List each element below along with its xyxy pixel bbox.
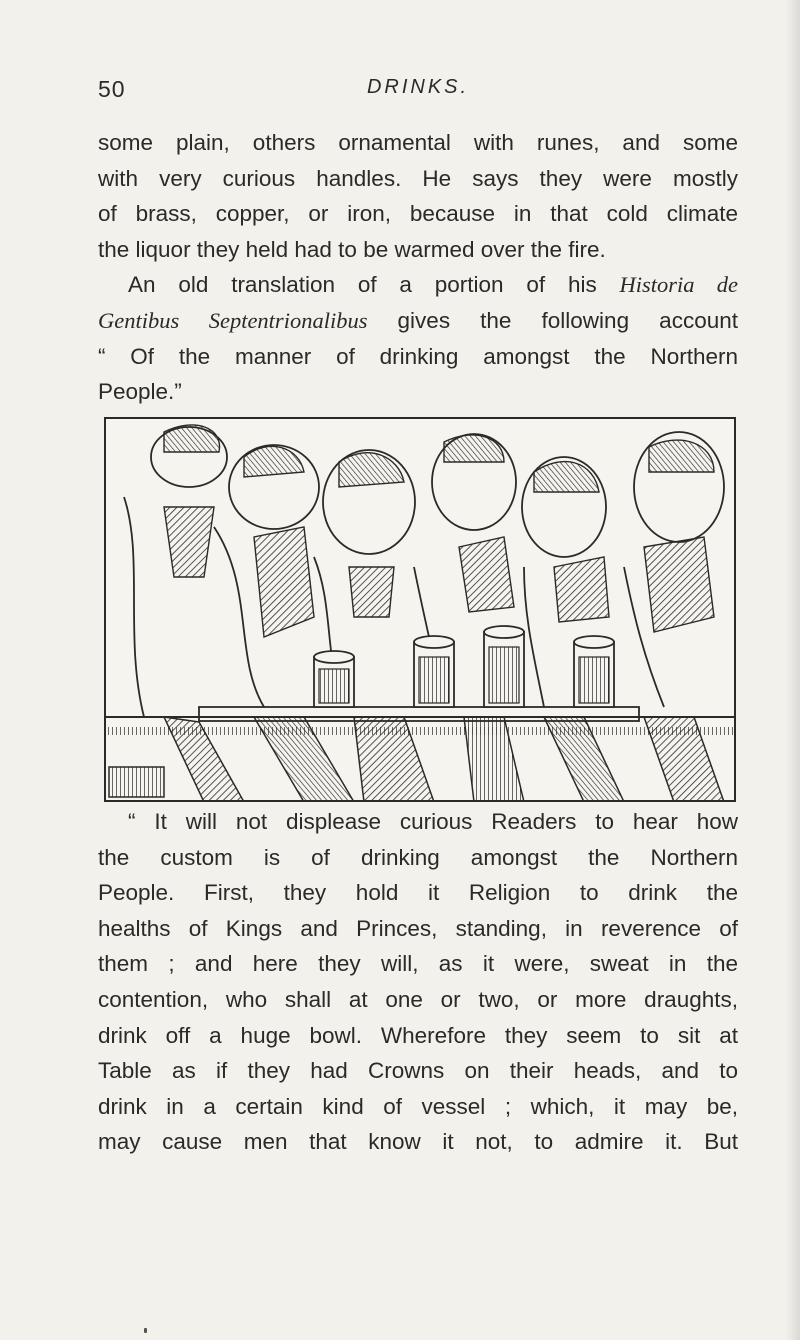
- italic-title: Gentibus Septentrionalibus: [98, 307, 368, 333]
- text-line: some plain, others ornamental with runes, and some: [98, 130, 738, 155]
- text-line: “ It will not displease curious Readers to hear how: [128, 809, 738, 834]
- text-fragment: An old translation of a portion of his: [128, 272, 620, 298]
- text-line: [98, 303, 738, 339]
- paragraph-quotation: [98, 804, 738, 1160]
- running-head: DRINKS.: [366, 76, 470, 98]
- text-line: drink in a certain kind of vessel ; which, it may be,: [98, 1093, 738, 1119]
- text-line: the custom is of drinking amongst the Northern: [98, 844, 738, 870]
- page-number: 50: [98, 76, 126, 102]
- woodcut-illustration: [104, 417, 736, 802]
- text-line: them ; and here they will, as it were, sweat in the: [98, 951, 738, 977]
- text-fragment: gives the following account: [367, 307, 738, 333]
- text-line: [98, 267, 738, 303]
- text-line: Table as if they had Crowns on their heads, and to: [98, 1058, 738, 1084]
- text-line: People. First, they hold it Religion to drink the: [98, 880, 738, 906]
- text-line: the liquor they held had to be warmed over the fire.: [98, 236, 606, 262]
- text-line: “ Of the manner of drinking amongst the Northern: [98, 343, 738, 369]
- paragraph-continuation: [98, 125, 738, 410]
- page-header: [98, 76, 738, 106]
- text-line: drink off a huge bowl. Wherefore they seem to sit at: [98, 1022, 738, 1048]
- italic-title: Historia de: [619, 272, 738, 298]
- text-line: contention, who shall at one or two, or more draughts,: [98, 986, 738, 1012]
- text-line: healths of Kings and Princes, standing, in reverence of: [98, 915, 738, 941]
- woodcut-drinking-scene-icon: [104, 417, 736, 802]
- text-line: with very curious handles. He says they were mostly: [98, 165, 738, 191]
- text-line: of brass, copper, or iron, because in that cold climate: [98, 201, 738, 227]
- page-edge-shadow: [786, 0, 800, 1340]
- text-line: People.”: [98, 379, 182, 405]
- text-line: may cause men that know it not, to admire it. But: [98, 1129, 738, 1155]
- ink-speck: [144, 1328, 147, 1333]
